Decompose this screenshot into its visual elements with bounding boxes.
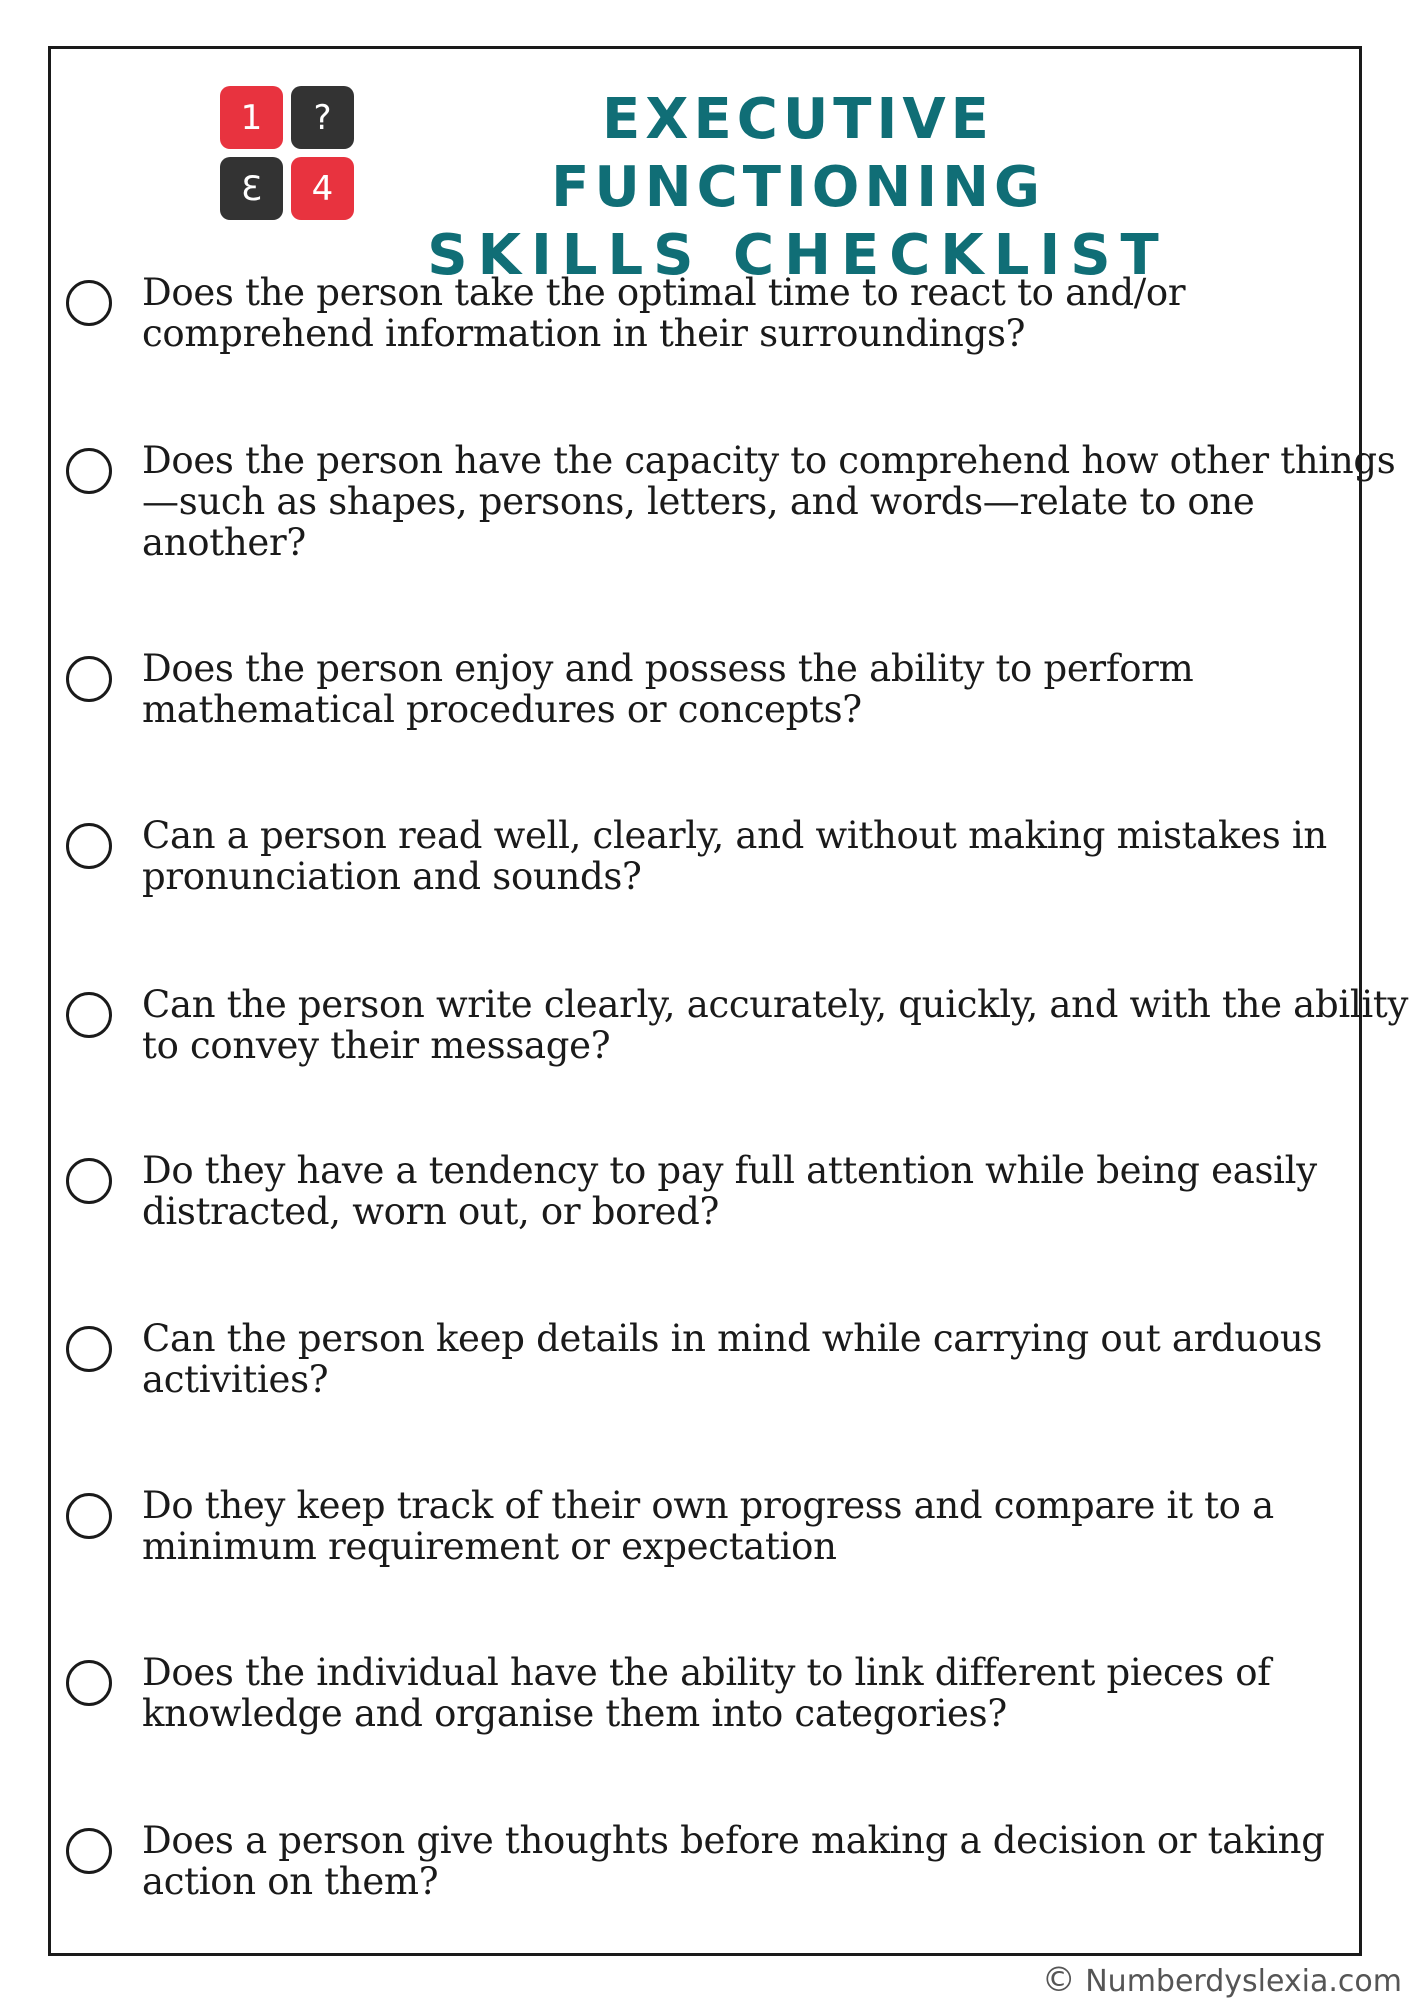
checklist-item-text: Can a person read well, clearly, and without making mistakes in pronunciation and sounds? [142, 814, 1327, 898]
checkbox-circle[interactable] [66, 656, 112, 702]
checklist-item-text: Does the individual have the ability to link different pieces of knowledge and organise them into categories? [142, 1651, 1271, 1735]
checkbox-circle[interactable] [66, 280, 112, 326]
checkbox-circle[interactable] [66, 992, 112, 1038]
logo-tile-3: 3 [220, 157, 283, 220]
checklist-item-text: Does the person enjoy and possess the ability to perform mathematical procedures or concepts? [142, 647, 1194, 731]
footer-credit [1042, 1960, 1402, 2000]
checklist-item-text: Does the person take the optimal time to react to and/or comprehend information in their surroundings? [142, 271, 1186, 355]
logo-tile-question: ? [291, 86, 354, 149]
checkbox-circle[interactable] [66, 448, 112, 494]
copyright-icon: © [1041, 1960, 1076, 2000]
checkbox-circle[interactable] [66, 1493, 112, 1539]
checklist-item-text: Do they have a tendency to pay full attention while being easily distracted, worn out, or bored? [142, 1149, 1317, 1233]
checklist-item-text: Can the person write clearly, accurately, quickly, and with the ability to convey their message? [142, 983, 1409, 1067]
checkbox-circle[interactable] [66, 823, 112, 869]
checklist-item-text: Do they keep track of their own progress and compare it to a minimum requirement or expectation [142, 1484, 1274, 1568]
checkbox-circle[interactable] [66, 1326, 112, 1372]
checklist-item-text: Does the person have the capacity to comprehend how other things—such as shapes, persons, letters, and words—relate to one another? [142, 439, 1396, 564]
checkbox-circle[interactable] [66, 1828, 112, 1874]
checklist-item-text: Does a person give thoughts before making a decision or taking action on them? [142, 1819, 1325, 1903]
logo-tile-4: 4 [291, 157, 354, 220]
site-name: Numberdyslexia.com [1085, 1964, 1402, 1999]
title-line-1: EXECUTIVE FUNCTIONING [551, 87, 1045, 220]
checkbox-circle[interactable] [66, 1660, 112, 1706]
checklist-item-text: Can the person keep details in mind while carrying out arduous activities? [142, 1317, 1323, 1401]
logo-tile-1: 1 [220, 86, 283, 149]
checkbox-circle[interactable] [66, 1158, 112, 1204]
title-line-2: SKILLS CHECKLIST [427, 223, 1169, 288]
